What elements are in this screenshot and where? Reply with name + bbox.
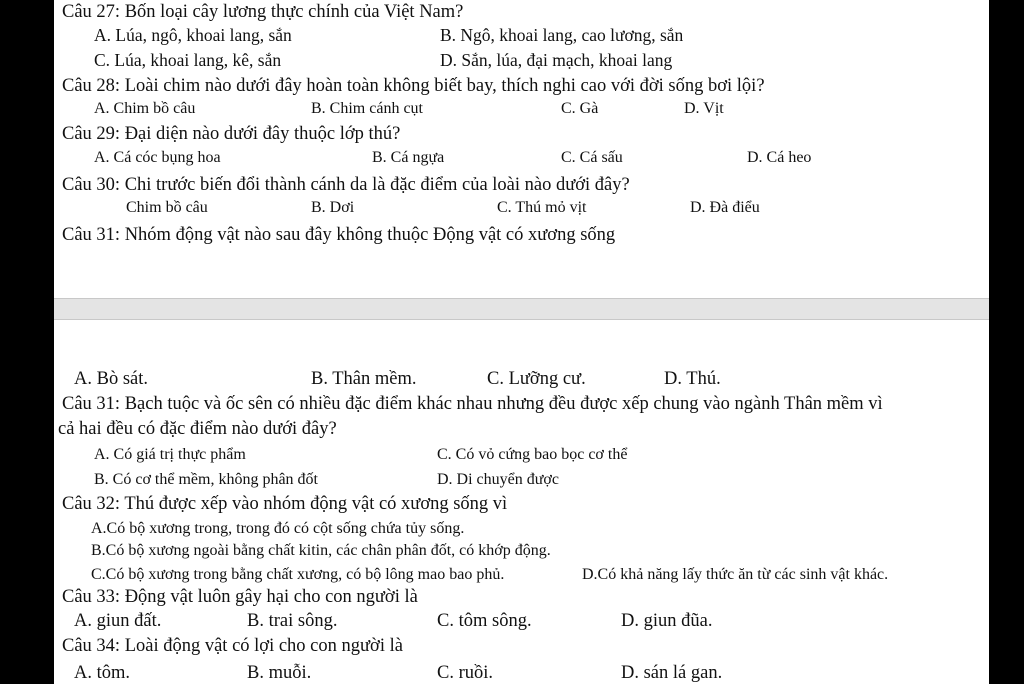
q31-option-b: B. Thân mềm. [311, 369, 417, 389]
question-34: Câu 34: Loài động vật có lợi cho con người là [62, 636, 403, 656]
question-28: Câu 28: Loài chim nào dưới đây hoàn toàn không biết bay, thích nghi cao với đời sống bơi lội? [62, 76, 765, 96]
q31b-option-d: D. Di chuyển được [437, 471, 559, 488]
q28-option-a: A. Chim bồ câu [94, 100, 196, 117]
q31-option-a: A. Bò sát. [74, 369, 148, 389]
question-27: Câu 27: Bốn loại cây lương thực chính của Việt Nam? [62, 2, 464, 22]
q32-option-d: D.Có khả năng lấy thức ăn từ các sinh vật khác. [582, 566, 889, 583]
q32-option-b: B.Có bộ xương ngoài bằng chất kitin, các chân phân đốt, có khớp động. [91, 542, 551, 559]
q33-option-a: A. giun đất. [74, 611, 162, 631]
q29-option-d: D. Cá heo [747, 149, 812, 166]
q28-option-b: B. Chim cánh cụt [311, 100, 423, 117]
q30-option-c: C. Thú mỏ vịt [497, 199, 587, 216]
question-32: Câu 32: Thú được xếp vào nhóm động vật có xương sống vì [62, 494, 508, 514]
question-31b-line2: cả hai đều có đặc điểm nào dưới đây? [58, 419, 337, 439]
q27-option-c: C. Lúa, khoai lang, kê, sắn [94, 50, 282, 70]
q30-option-a: Chim bồ câu [126, 199, 208, 216]
q29-option-c: C. Cá sấu [561, 149, 623, 166]
q31b-option-c: C. Có vỏ cứng bao bọc cơ thể [437, 446, 628, 463]
q32-option-a: A.Có bộ xương trong, trong đó có cột sống chứa tủy sống. [91, 520, 465, 537]
q31-option-d: D. Thú. [664, 369, 721, 389]
q33-option-d: D. giun đũa. [621, 611, 713, 631]
question-31: Câu 31: Nhóm động vật nào sau đây không thuộc Động vật có xương sống [62, 225, 616, 245]
page-gap [54, 298, 989, 320]
q30-option-d: D. Đà điểu [690, 199, 760, 216]
q32-option-c: C.Có bộ xương trong bằng chất xương, có bộ lông mao bao phủ. [91, 566, 505, 583]
q30-option-b: B. Dơi [311, 199, 355, 216]
q29-option-b: B. Cá ngựa [372, 149, 445, 166]
q27-option-b: B. Ngô, khoai lang, cao lương, sắn [440, 25, 684, 45]
q27-option-a: A. Lúa, ngô, khoai lang, sắn [94, 25, 292, 45]
document-page-bottom [54, 320, 989, 684]
q34-option-a: A. tôm. [74, 663, 131, 683]
question-33: Câu 33: Động vật luôn gây hại cho con người là [62, 587, 418, 607]
q28-option-c: C. Gà [561, 100, 599, 117]
q31-option-c: C. Lưỡng cư. [487, 369, 586, 389]
q27-option-d: D. Sắn, lúa, đại mạch, khoai lang [440, 50, 673, 70]
q34-option-d: D. sán lá gan. [621, 663, 723, 683]
q31b-option-b: B. Có cơ thể mềm, không phân đốt [94, 471, 318, 488]
q28-option-d: D. Vịt [684, 100, 724, 117]
q33-option-b: B. trai sông. [247, 611, 338, 631]
question-29: Câu 29: Đại diện nào dưới đây thuộc lớp thú? [62, 124, 401, 144]
q33-option-c: C. tôm sông. [437, 611, 532, 631]
q34-option-b: B. muỗi. [247, 663, 312, 683]
q31b-option-a: A. Có giá trị thực phẩm [94, 446, 246, 463]
question-30: Câu 30: Chi trước biến đổi thành cánh da là đặc điểm của loài nào dưới đây? [62, 175, 630, 195]
q29-option-a: A. Cá cóc bụng hoa [94, 149, 221, 166]
q34-option-c: C. ruồi. [437, 663, 494, 683]
question-31b-line1: Câu 31: Bạch tuộc và ốc sên có nhiều đặc điểm khác nhau nhưng đều được xếp chung vào ngành Thân mềm vì [62, 394, 883, 414]
document-page-top [54, 0, 989, 298]
